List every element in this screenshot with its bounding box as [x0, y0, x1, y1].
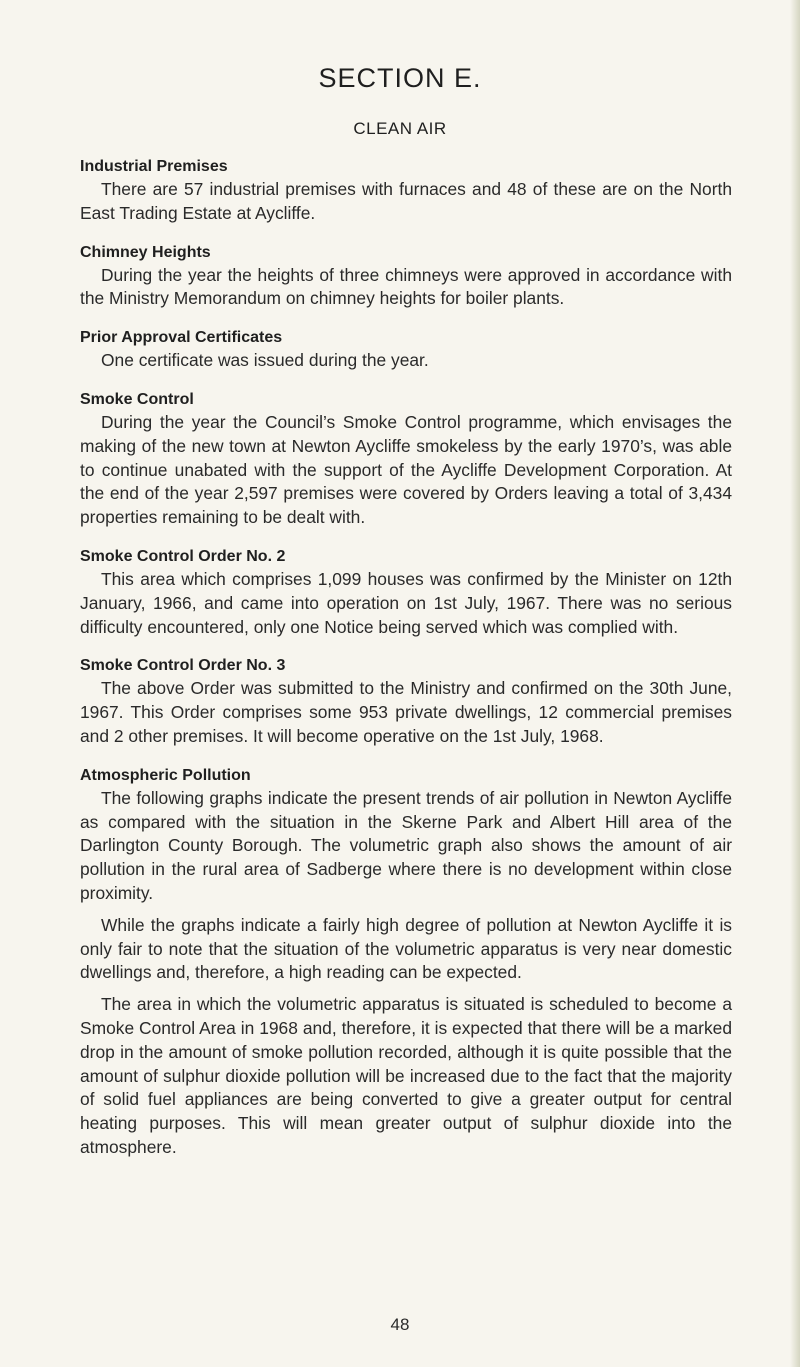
body-paragraph: There are 57 industrial premises with furnaces and 48 of these are on the North East Trading Estate at Aycliffe. — [80, 179, 732, 223]
section-heading: Smoke Control Order No. 2 — [80, 547, 286, 565]
section-atmospheric-pollution — [80, 765, 732, 1160]
body-paragraph: During the year the Council’s Smoke Control programme, which envisages the making of the new town at Newton Aycliffe smokeless by the early 1970’s, was able to continue unabated with the support of the Aycliffe Development Corporation. At the end of the year 2,597 premises were covered by Orders leaving a total of 3,434 properties remaining to be dealt with. — [80, 411, 732, 528]
section-chimney-heights — [80, 242, 732, 312]
section-heading: Industrial Premises — [80, 158, 228, 175]
section-smoke-control-order-3 — [80, 655, 732, 748]
section-prior-approval-certificates — [80, 327, 732, 373]
section-smoke-control — [80, 389, 732, 530]
section-industrial-premises — [80, 156, 732, 226]
body-paragraph: The above Order was submitted to the Ministry and confirmed on the 30th June, 1967. This Order comprises some 953 private dwellings, 12 commercial premises and 2 other premises. It will become operative on the 1st July, 1968. — [80, 678, 732, 746]
section-smoke-control-order-2 — [80, 546, 732, 639]
body-paragraph: One certificate was issued during the year. — [101, 350, 429, 371]
body-paragraph: The area in which the volumetric apparatus is situated is scheduled to become a Smoke Control Area in 1968 and, therefore, it is expected that there will be a marked drop in the amount of smoke pollution recorded, although it is quite possible that the amount of sulphur dioxide pollution will be increased due to the fact that the majority of solid fuel appliances are being converted to give a greater output for central heating purposes. This will mean greater output of sulphur dioxide into the atmosphere. — [80, 994, 732, 1157]
document-body — [80, 140, 732, 1160]
section-heading: Prior Approval Certificates — [80, 329, 283, 347]
body-paragraph: This area which comprises 1,099 houses was confirmed by the Minister on 12th January, 1966, and came into operation on 1st July, 1967. There was no serious difficulty encountered, only one Notice being served which was complied with. — [80, 568, 732, 637]
section-title: SECTION E. — [318, 63, 482, 93]
page-number: 48 — [390, 1315, 410, 1334]
body-paragraph: While the graphs indicate a fairly high degree of pollution at Newton Aycliffe it is only fair to note that the situation of the volumetric apparatus is very near domestic dwellings and, therefore, a high reading can be expected. — [80, 914, 732, 983]
section-heading: Smoke Control Order No. 3 — [80, 657, 286, 675]
section-heading: Chimney Heights — [80, 243, 211, 261]
section-subtitle: CLEAN AIR — [353, 119, 447, 138]
body-paragraph: During the year the heights of three chimneys were approved in accordance with the Ministry Memorandum on chimney heights for boiler plants. — [80, 264, 732, 309]
page-edge-shadow — [790, 0, 800, 1367]
section-heading: Smoke Control — [80, 390, 194, 408]
section-heading: Atmospheric Pollution — [80, 766, 251, 784]
body-paragraph: The following graphs indicate the present trends of air pollution in Newton Aycliffe as compared with the situation in the Skerne Park and Albert Hill area of the Darlington County Borough. The volumetric graph also shows the amount of air pollution in the rural area of Sadberge where there is no development within close proximity. — [80, 787, 732, 903]
